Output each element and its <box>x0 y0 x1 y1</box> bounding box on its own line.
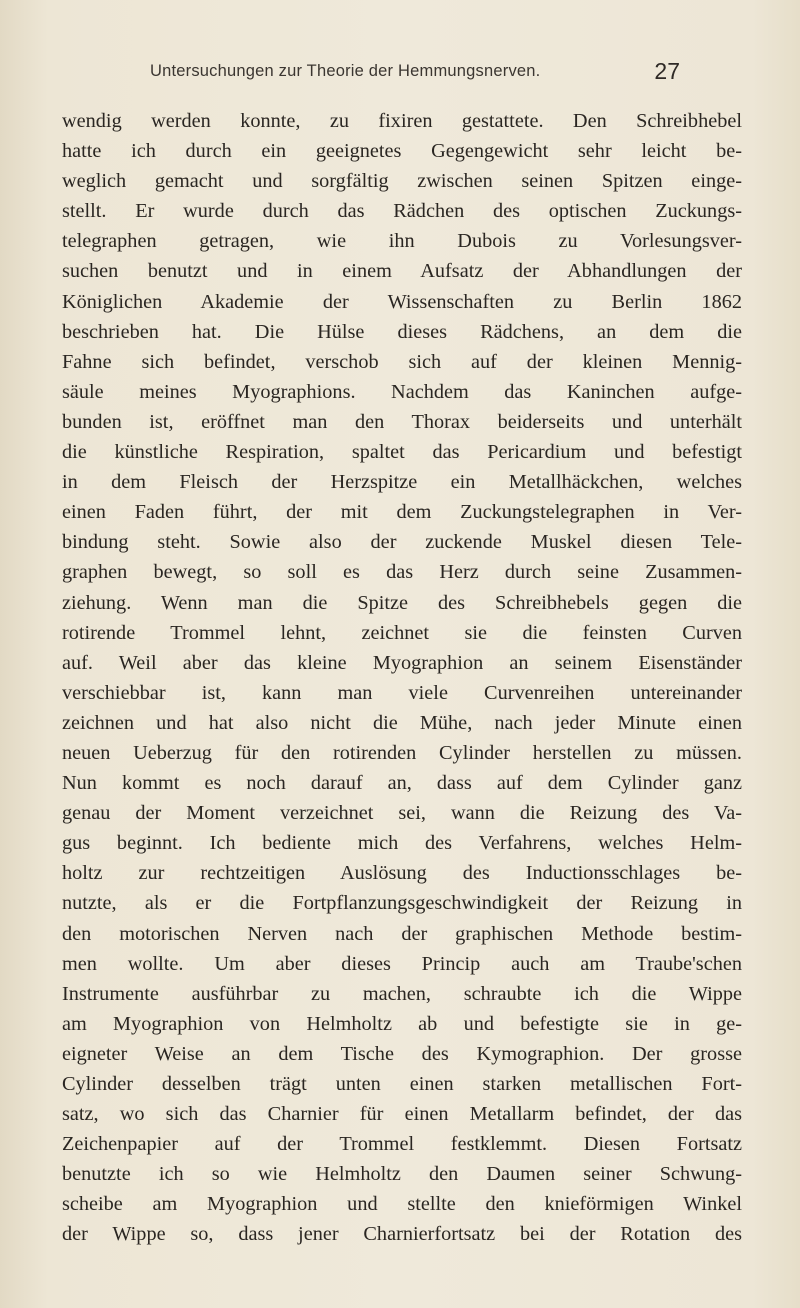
text-line: eigneter Weise an dem Tische des Kymographion. Der grosse <box>62 1042 742 1065</box>
text-line: benutzte ich so wie Helmholtz den Daumen seiner Schwung- <box>62 1163 742 1186</box>
page-number: 27 <box>654 58 680 84</box>
text-line: beschrieben hat. Die Hülse dieses Rädchens, an dem die <box>62 320 742 343</box>
text-line: graphen bewegt, so soll es das Herz durch seine Zusammen- <box>62 561 742 584</box>
text-line: holtz zur rechtzeitigen Auslösung des Inductionsschlages be- <box>62 862 742 885</box>
text-line: Cylinder desselben trägt unten einen starken metallischen Fort- <box>62 1073 742 1095</box>
text-line: weglich gemacht und sorgfältig zwischen seinen Spitzen einge- <box>62 170 742 193</box>
text-line: nutzte, als er die Fortpflanzungsgeschwindigkeit der Reizung in <box>62 892 742 915</box>
text-line: verschiebbar ist, kann man viele Curvenreihen untereinander <box>62 681 742 704</box>
text-line: rotirende Trommel lehnt, zeichnet sie die feinsten Curven <box>62 621 742 644</box>
text-line: satz, wo sich das Charnier für einen Metallarm befindet, der das <box>62 1103 742 1126</box>
text-line: neuen Ueberzug für den rotirenden Cylinder herstellen zu müssen. <box>62 741 742 764</box>
page-header <box>150 58 680 88</box>
text-line: Nun kommt es noch darauf an, dass auf dem Cylinder ganz <box>62 772 742 795</box>
running-title: Untersuchungen zur Theorie der Hemmungsnerven. <box>150 62 541 80</box>
text-line: Königlichen Akademie der Wissenschaften zu Berlin 1862 <box>62 290 742 313</box>
text-line: gus beginnt. Ich bediente mich des Verfahrens, welches Helm- <box>62 832 742 855</box>
text-line: stellt. Er wurde durch das Rädchen des optischen Zuckungs- <box>62 200 742 223</box>
text-line: suchen benutzt und in einem Aufsatz der Abhandlungen der <box>62 260 742 283</box>
text-line: telegraphen getragen, wie ihn Dubois zu Vorlesungsver- <box>62 230 742 253</box>
text-line: Fahne sich befindet, verschob sich auf der kleinen Mennig- <box>62 350 742 373</box>
text-line: in dem Fleisch der Herzspitze ein Metallhäckchen, welches <box>62 471 742 494</box>
text-line: wendig werden konnte, zu fixiren gestattete. Den Schreibhebel <box>62 110 742 132</box>
text-line: Zeichenpapier auf der Trommel festklemmt. Diesen Fortsatz <box>62 1133 742 1156</box>
text-line: zeichnen und hat also nicht die Mühe, nach jeder Minute einen <box>62 711 742 734</box>
body-text <box>62 106 742 1250</box>
text-line: Instrumente ausführbar zu machen, schraubte ich die Wippe <box>62 982 742 1005</box>
text-line: am Myographion von Helmholtz ab und befestigte sie in ge- <box>62 1012 742 1035</box>
text-line: auf. Weil aber das kleine Myographion an seinem Eisenständer <box>62 651 742 674</box>
text-line: genau der Moment verzeichnet sei, wann die Reizung des Va- <box>62 802 742 825</box>
text-line: der Wippe so, dass jener Charnierfortsatz bei der Rotation des <box>62 1223 742 1246</box>
text-line: hatte ich durch ein geeignetes Gegengewicht sehr leicht be- <box>62 140 742 163</box>
text-line: einen Faden führt, der mit dem Zuckungstelegraphen in Ver- <box>62 501 742 524</box>
text-line: scheibe am Myographion und stellte den knieförmigen Winkel <box>62 1193 742 1216</box>
text-line: ziehung. Wenn man die Spitze des Schreibhebels gegen die <box>62 591 742 614</box>
text-line: bunden ist, eröffnet man den Thorax beiderseits und unterhält <box>62 410 742 433</box>
text-line: men wollte. Um aber dieses Princip auch am Traube'schen <box>62 952 742 975</box>
text-line: bindung steht. Sowie also der zuckende Muskel diesen Tele- <box>62 531 742 554</box>
text-line: den motorischen Nerven nach der graphischen Methode bestim- <box>62 922 742 945</box>
text-line: säule meines Myographions. Nachdem das Kaninchen aufge- <box>62 380 742 403</box>
text-line: die künstliche Respiration, spaltet das Pericardium und befestigt <box>62 441 742 464</box>
